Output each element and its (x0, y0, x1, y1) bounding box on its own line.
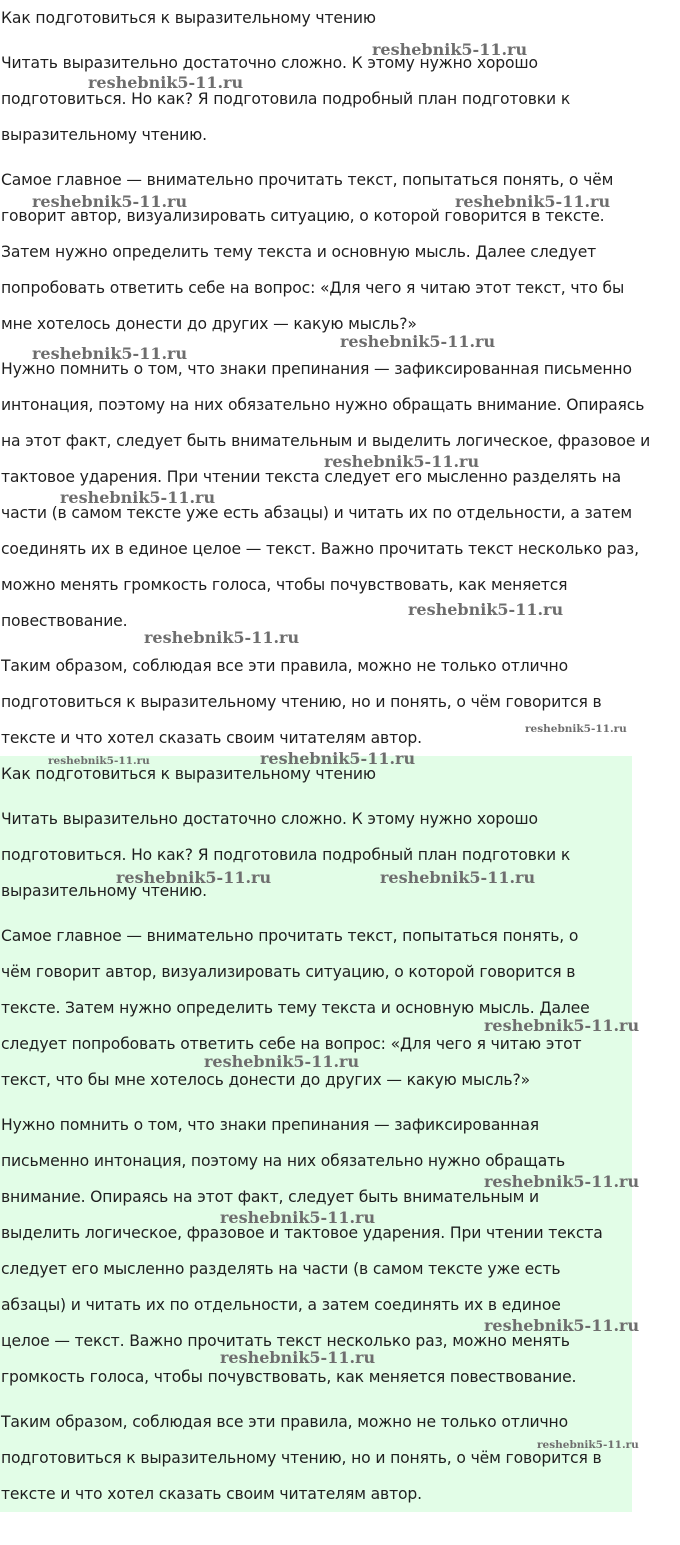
watermark: reshebnik5-11.ru (525, 723, 627, 735)
text-line: Самое главное — внимательно прочитать текст, попытаться понять, о чём (1, 171, 614, 189)
watermark: reshebnik5-11.ru (537, 1439, 639, 1451)
essay-title: Как подготовиться к выразительному чтению (1, 9, 376, 27)
text-line: попробовать ответить себе на вопрос: «Для чего я читаю этот текст, что бы (1, 279, 625, 297)
text-line: Затем нужно определить тему текста и основную мысль. Далее следует (1, 243, 597, 261)
text-line: подготовиться к выразительному чтению, но и понять, о чём говорится в (1, 1449, 602, 1467)
text-line: Читать выразительно достаточно сложно. К этому нужно хорошо (1, 54, 538, 72)
text-line: целое — текст. Важно прочитать текст несколько раз, можно менять (1, 1332, 570, 1350)
text-line: тактовое ударения. При чтении текста следует его мысленно разделять на (1, 468, 622, 486)
text-line: подготовиться к выразительному чтению, но и понять, о чём говорится в (1, 693, 602, 711)
text-line: на этот факт, следует быть внимательным и выделить логическое, фразовое и (1, 432, 651, 450)
watermark: reshebnik5-11.ru (484, 1016, 640, 1035)
watermark: reshebnik5-11.ru (220, 1348, 376, 1367)
original-text-section (0, 0, 680, 756)
text-line: тексте и что хотел сказать своим читателям автор. (1, 729, 422, 747)
watermark: reshebnik5-11.ru (408, 600, 564, 619)
watermark: reshebnik5-11.ru (220, 1208, 376, 1227)
watermark: reshebnik5-11.ru (32, 344, 188, 363)
text-line: можно менять громкость голоса, чтобы почувствовать, как меняется (1, 576, 568, 594)
text-line: громкость голоса, чтобы почувствовать, как меняется повествование. (1, 1368, 577, 1386)
watermark: reshebnik5-11.ru (60, 488, 216, 507)
watermark: reshebnik5-11.ru (260, 749, 416, 768)
text-line: Самое главное — внимательно прочитать текст, попытаться понять, о (1, 927, 579, 945)
watermark: reshebnik5-11.ru (380, 868, 536, 887)
text-line: подготовиться. Но как? Я подготовила подробный план подготовки к (1, 846, 571, 864)
text-line: тексте и что хотел сказать своим читателям автор. (1, 1485, 422, 1503)
watermark: reshebnik5-11.ru (48, 755, 150, 767)
watermark: reshebnik5-11.ru (88, 73, 244, 92)
text-line: соединять их в единое целое — текст. Важно прочитать текст несколько раз, (1, 540, 639, 558)
text-line: чём говорит автор, визуализировать ситуацию, о которой говорится в (1, 963, 576, 981)
text-line: подготовиться. Но как? Я подготовила подробный план подготовки к (1, 90, 571, 108)
text-line: Читать выразительно достаточно сложно. К этому нужно хорошо (1, 810, 538, 828)
text-line: говорит автор, визуализировать ситуацию, о которой говорится в тексте. (1, 207, 605, 225)
text-line: следует попробовать ответить себе на вопрос: «Для чего я читаю этот (1, 1035, 582, 1053)
text-line: интонация, поэтому на них обязательно нужно обращать внимание. Опираясь (1, 396, 645, 414)
watermark: reshebnik5-11.ru (144, 628, 300, 647)
text-line: внимание. Опираясь на этот факт, следует быть внимательным и (1, 1188, 540, 1206)
text-line: тексте. Затем нужно определить тему текста и основную мысль. Далее (1, 999, 590, 1017)
watermark: reshebnik5-11.ru (204, 1052, 360, 1071)
text-line: выразительному чтению. (1, 882, 207, 900)
text-line: Нужно помнить о том, что знаки препинания — зафиксированная (1, 1116, 539, 1134)
watermark: reshebnik5-11.ru (484, 1316, 640, 1335)
text-line: выделить логическое, фразовое и тактовое ударения. При чтении текста (1, 1224, 603, 1242)
text-line: Таким образом, соблюдая все эти правила, можно не только отлично (1, 1413, 568, 1431)
watermark: reshebnik5-11.ru (32, 192, 188, 211)
watermark: reshebnik5-11.ru (116, 868, 272, 887)
text-line: текст, что бы мне хотелось донести до других — какую мысль?» (1, 1071, 530, 1089)
essay-title: Как подготовиться к выразительному чтению (1, 765, 376, 783)
text-line: мне хотелось донести до других — какую мысль?» (1, 315, 417, 333)
text-line: Нужно помнить о том, что знаки препинания — зафиксированная письменно (1, 360, 632, 378)
watermark: reshebnik5-11.ru (324, 452, 480, 471)
corrected-text-section (0, 749, 640, 1512)
watermark: reshebnik5-11.ru (455, 192, 611, 211)
text-line: повествование. (1, 612, 128, 630)
watermark: reshebnik5-11.ru (340, 332, 496, 351)
watermark: reshebnik5-11.ru (372, 40, 528, 59)
watermark: reshebnik5-11.ru (484, 1172, 640, 1191)
text-line: письменно интонация, поэтому на них обязательно нужно обращать (1, 1152, 566, 1170)
text-line: Таким образом, соблюдая все эти правила, можно не только отлично (1, 657, 568, 675)
text-line: абзацы) и читать их по отдельности, а затем соединять их в единое (1, 1296, 561, 1314)
text-line: следует его мысленно разделять на части (в самом тексте уже есть (1, 1260, 561, 1278)
text-line: части (в самом тексте уже есть абзацы) и читать их по отдельности, а затем (1, 504, 633, 522)
text-line: выразительному чтению. (1, 126, 207, 144)
